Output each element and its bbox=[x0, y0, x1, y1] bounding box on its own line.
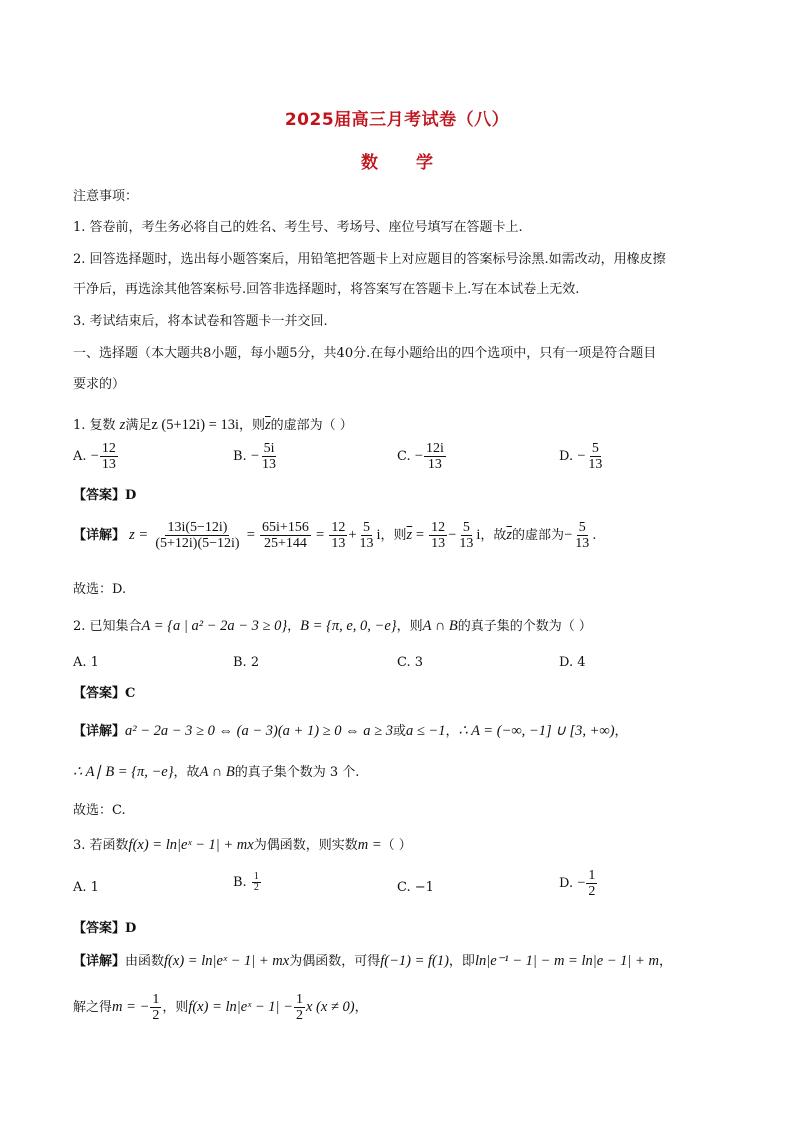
q3-detail-end1: ， bbox=[658, 954, 672, 969]
q1-option-a-sign: − bbox=[90, 448, 99, 464]
q2-stem bbox=[73, 617, 592, 636]
q1-detail-frac6 bbox=[457, 520, 475, 551]
q2-detail-math2: a ≤ −1 bbox=[405, 723, 446, 739]
q2-choice: 故选：C. bbox=[73, 803, 126, 818]
q2-detail-rest: 的真子集个数为 3 个. bbox=[234, 765, 360, 780]
q3-option-c[interactable]: C. −1 bbox=[397, 880, 434, 895]
notice-item-2b: 干净后，再选涂其他答案标号.回答非选择题时，将答案写在答题卡上.写在本试卷上无效. bbox=[73, 282, 580, 297]
q1-option-a[interactable] bbox=[73, 441, 119, 472]
q1-option-c-num: 12i bbox=[425, 441, 444, 456]
q1-detail-frac5-num: 12 bbox=[431, 520, 446, 535]
q1-option-c-label: C. bbox=[397, 449, 411, 464]
q1-answer-tag: 【答案】 bbox=[73, 488, 126, 503]
q1-option-a-fraction bbox=[100, 441, 118, 472]
q3-option-d-num: 1 bbox=[588, 868, 596, 883]
q1-detail-frac3 bbox=[329, 520, 347, 551]
q2-stem-suffix: 的真子集的个数为（ ） bbox=[457, 619, 592, 634]
q2-detail-so: ，故 bbox=[173, 765, 200, 780]
exam-title: 2025届高三月考试卷（八） bbox=[284, 110, 510, 130]
q1-option-d[interactable] bbox=[559, 441, 605, 472]
q1-detail-minus2: − bbox=[564, 527, 573, 543]
q1-option-d-fraction bbox=[586, 441, 604, 472]
q1-detail-frac1-den: (5+12i)(5−12i) bbox=[155, 536, 240, 551]
q1-detail-frac4-num: 5 bbox=[363, 520, 370, 535]
q3-detail-prefix: 由函数 bbox=[125, 954, 165, 969]
q1-option-b-label: B. bbox=[233, 449, 247, 464]
q1-detail-then: ，则 bbox=[380, 528, 407, 543]
q3-option-d-den: 2 bbox=[588, 884, 596, 899]
notice-item-1: 1. 答卷前，考生务必将自己的姓名、考生号、考场号、座位号填写在答题卡上. bbox=[73, 220, 523, 235]
q1-option-d-den: 13 bbox=[588, 457, 603, 472]
notice-item-3: 3. 考试结束后，将本试卷和答题卡一并交回. bbox=[73, 314, 328, 329]
q2-answer-tag: 【答案】 bbox=[73, 686, 126, 701]
q1-choice: 故选：D. bbox=[73, 582, 127, 597]
q3-detail-frac1-den: 2 bbox=[152, 1008, 160, 1023]
q1-answer-value: D bbox=[125, 488, 137, 503]
section-heading-line2: 要求的） bbox=[73, 377, 126, 392]
q2-detail-tag: 【详解】 bbox=[73, 724, 126, 739]
q3-stem-prefix: 3. 若函数 bbox=[73, 838, 129, 853]
q1-detail-frac7-num: 5 bbox=[578, 520, 586, 535]
q3-option-b[interactable] bbox=[233, 872, 262, 893]
q1-option-c-fraction bbox=[424, 441, 446, 472]
q1-option-d-label: D. bbox=[559, 449, 574, 464]
q3-option-d[interactable] bbox=[559, 868, 598, 899]
q1-detail-frac4-den: 13 bbox=[359, 536, 374, 551]
q1-answer bbox=[73, 487, 136, 505]
q1-stem bbox=[73, 416, 353, 435]
q3-answer bbox=[73, 920, 136, 938]
q2-answer-value: C bbox=[125, 686, 136, 701]
q3-detail-line1 bbox=[73, 952, 672, 971]
q1-option-d-num: 5 bbox=[591, 441, 599, 456]
q1-detail-frac5 bbox=[429, 520, 447, 551]
q2-stem-set-a: A = {a | a² − 2a − 3 ≥ 0} bbox=[141, 618, 288, 634]
q2-option-b[interactable]: B. 2 bbox=[233, 655, 260, 670]
q1-stem-z: z bbox=[119, 417, 126, 433]
q1-stem-prefix: 1. 复数 bbox=[73, 418, 120, 433]
q2-stem-intersection: A ∩ B bbox=[422, 618, 458, 634]
q1-detail-frac1-num: 13i(5−12i) bbox=[167, 520, 228, 535]
q1-option-c[interactable] bbox=[397, 441, 447, 472]
q3-detail-frac1-num: 1 bbox=[152, 992, 160, 1007]
q1-detail-frac2-num: 65i+156 bbox=[262, 520, 309, 535]
q1-stem-then: ，则 bbox=[238, 418, 265, 433]
q1-option-a-label: A. bbox=[73, 449, 87, 464]
q1-detail-frac7 bbox=[573, 520, 591, 551]
q1-detail-imag: 的虚部为 bbox=[512, 528, 565, 543]
q3-answer-value: D bbox=[125, 921, 137, 936]
q2-stem-then: ，则 bbox=[396, 619, 423, 634]
q1-detail-zbar: $\overline{z}$ bbox=[406, 527, 413, 543]
q1-option-d-sign: − bbox=[577, 448, 586, 464]
q3-detail-eq: f(−1) = f(1) bbox=[380, 953, 449, 969]
q3-option-b-fraction bbox=[252, 872, 261, 893]
q3-detail-frac2-num: 1 bbox=[295, 992, 303, 1007]
q3-detail-mid: 为偶函数，可得 bbox=[289, 954, 381, 969]
q1-detail-tag: 【详解】 bbox=[73, 528, 126, 543]
q1-stem-equation: z (5+12i) = 13i bbox=[151, 417, 239, 433]
q3-answer-tag: 【答案】 bbox=[73, 921, 126, 936]
q2-stem-comma: ， bbox=[287, 619, 301, 634]
q3-detail-ie: ，即 bbox=[448, 954, 475, 969]
q3-option-b-num: 1 bbox=[253, 871, 259, 882]
q3-detail-function2: f(x) = ln|eˣ − 1| − bbox=[188, 999, 293, 1015]
q1-detail-z: z = bbox=[129, 527, 149, 543]
q3-option-d-label: D. bbox=[559, 876, 574, 891]
q3-detail-line2 bbox=[73, 992, 368, 1023]
q2-detail-or: 或 bbox=[392, 724, 406, 739]
q2-stem-set-b: B = {π, e, 0, −e} bbox=[300, 618, 397, 634]
q3-stem-m: m = bbox=[357, 837, 382, 853]
q1-detail-frac3-num: 12 bbox=[331, 520, 346, 535]
q1-detail-end: . bbox=[592, 528, 597, 543]
q2-detail-math4: ∴ A∣ B = {π, −e} bbox=[73, 764, 174, 780]
q2-detail-math1: a² − 2a − 3 ≥ 0 ⇔ (a − 3)(a + 1) ≥ 0 ⇔ a ≥ 3 bbox=[125, 723, 393, 739]
q1-option-b[interactable] bbox=[233, 441, 279, 472]
q1-detail-plus: + bbox=[348, 527, 357, 543]
section-heading-line1: 一、选择题（本大题共8小题，每小题5分，共40分.在每小题给出的四个选项中，只有一项是符合题目 bbox=[73, 346, 657, 361]
q1-detail-zbar2: $\overline{z}$ bbox=[506, 527, 513, 543]
q1-detail-frac6-num: 5 bbox=[462, 520, 470, 535]
q3-detail-frac2-den: 2 bbox=[295, 1008, 303, 1023]
q1-detail-frac6-den: 13 bbox=[459, 536, 474, 551]
q2-stem-prefix: 2. 已知集合 bbox=[73, 619, 142, 634]
notice-heading: 注意事项： bbox=[73, 189, 139, 204]
q3-detail-frac1 bbox=[150, 992, 161, 1023]
notice-item-2a: 2. 回答选择题时，选出每小题答案后，用铅笔把答题卡上对应题目的答案标号涂黑.如需改动，用橡皮擦 bbox=[73, 252, 666, 267]
q3-detail-frac2 bbox=[294, 992, 305, 1023]
q3-detail-function: f(x) = ln|eˣ − 1| + mx bbox=[164, 953, 290, 969]
q3-option-b-label: B. bbox=[233, 875, 247, 890]
q1-detail-frac7-den: 13 bbox=[575, 536, 590, 551]
exam-subject: 数 学 bbox=[361, 153, 449, 173]
q1-option-b-sign: − bbox=[250, 448, 260, 464]
q1-stem-suffix: 的虚部为（ ） bbox=[270, 418, 353, 433]
q1-stem-zbar: $\overline{z}$ bbox=[265, 417, 271, 433]
q3-stem-suffix: （ ） bbox=[381, 838, 412, 853]
q1-detail-frac2 bbox=[260, 520, 311, 551]
q2-detail-line2 bbox=[73, 763, 359, 782]
q3-detail-x: x (x ≠ 0) bbox=[305, 999, 355, 1015]
q3-detail-then: ，则 bbox=[162, 1000, 189, 1015]
q3-option-a[interactable]: A. 1 bbox=[73, 880, 99, 895]
q1-detail-i: i bbox=[376, 527, 381, 543]
q1-option-b-num: 5i bbox=[263, 441, 275, 456]
q1-detail-frac5-den: 13 bbox=[431, 536, 446, 551]
q1-option-c-den: 13 bbox=[427, 457, 442, 472]
q2-detail-line1 bbox=[73, 722, 628, 741]
q3-detail-eq2: ln|e⁻¹ − 1| − m = ln|e − 1| + m bbox=[474, 953, 659, 969]
q2-detail-math3: ∴ A = (−∞, −1] ∪ [3, +∞) bbox=[458, 723, 615, 739]
q1-detail-minus: − bbox=[448, 527, 457, 543]
q3-detail-end2: ， bbox=[354, 1000, 368, 1015]
q1-detail-frac1 bbox=[153, 520, 241, 551]
q3-option-d-sign: − bbox=[577, 875, 586, 891]
q3-stem-function: f(x) = ln|eˣ − 1| + mx bbox=[128, 837, 254, 853]
q1-detail bbox=[73, 520, 596, 551]
q3-option-b-den: 2 bbox=[253, 882, 259, 893]
q1-detail-eq3: = bbox=[412, 527, 425, 543]
q1-detail-frac2-den: 25+144 bbox=[263, 536, 307, 551]
q1-detail-frac4 bbox=[358, 520, 376, 551]
q1-option-b-den: 13 bbox=[262, 457, 277, 472]
q2-option-d[interactable]: D. 4 bbox=[559, 655, 586, 670]
q1-detail-so: ，故 bbox=[480, 528, 507, 543]
q2-detail-comma: ， bbox=[445, 724, 459, 739]
q3-detail-m: m = − bbox=[112, 999, 150, 1015]
q1-detail-eq2: = bbox=[315, 527, 325, 543]
q1-option-a-den: 13 bbox=[101, 457, 116, 472]
q3-stem bbox=[73, 836, 412, 855]
q3-option-d-fraction bbox=[586, 868, 597, 899]
q1-detail-frac3-den: 13 bbox=[331, 536, 346, 551]
q3-stem-mid: 为偶函数，则实数 bbox=[253, 838, 358, 853]
q2-detail-intersection: A ∩ B bbox=[199, 764, 235, 780]
q1-stem-mid: 满足 bbox=[125, 418, 152, 433]
q2-option-a[interactable]: A. 1 bbox=[73, 655, 99, 670]
q2-detail-end1: ， bbox=[614, 724, 628, 739]
q1-detail-i2: i bbox=[476, 527, 481, 543]
q3-detail-tag: 【详解】 bbox=[73, 954, 126, 969]
q2-option-c[interactable]: C. 3 bbox=[397, 655, 424, 670]
q1-option-c-sign: − bbox=[414, 448, 423, 464]
q2-answer bbox=[73, 685, 135, 703]
q1-option-b-fraction bbox=[260, 441, 278, 472]
q1-option-a-num: 12 bbox=[101, 441, 116, 456]
q3-detail-solve: 解之得 bbox=[73, 1000, 113, 1015]
q1-detail-eq1: = bbox=[246, 527, 255, 543]
